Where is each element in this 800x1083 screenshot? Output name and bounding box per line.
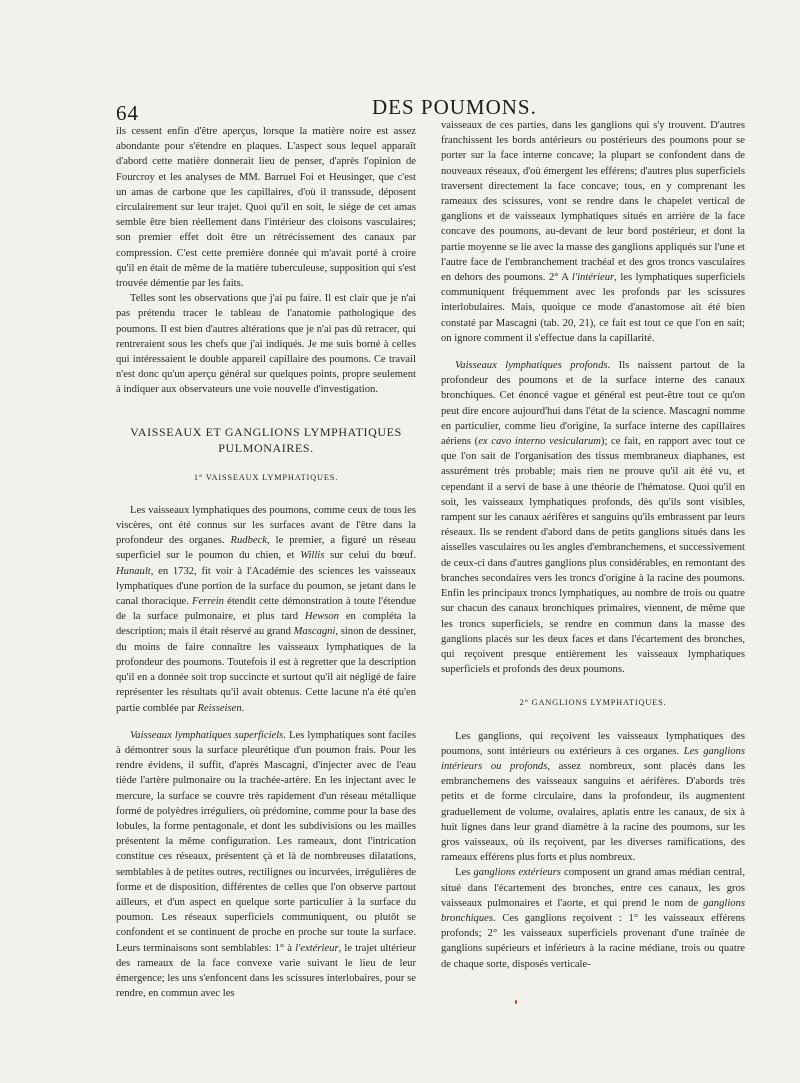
author-name: Ferrein [192,596,224,608]
left-column [116,124,416,1001]
paragraph: Les ganglions extérieurs composent un grand amas médian central, situé dans l'écartement des bronches, entre ces canaux, les gros vaisseaux pulmonaires et l'aorte, et qui prend le nom de ganglions bronchiques. Ces ganglions reçoivent : 1° les vaisseaux efférens profonds; 2° les vaisseaux superficiels provenant d'une traînée de ganglions supérieurs et inférieurs à la racine médiane, trois ou quatre de chaque sorte, disposés verticale- [441,867,745,970]
paragraph: Telles sont les observations que j'ai pu faire. Il est clair que je n'ai pas prétendu tracer le tableau de l'anatomie pathologique des poumons. Il est bien d'autres altérations que je n'ai pas dû retracer, qui rentreraient sous les chefs que j'ai indiqués. Je me suis borné à celles qui intéressaient le double appareil capillaire des poumons. Ce travail n'est donc qu'un aperçu général sur quelques points, propre seulement à indiquer aux observateurs une voie nouvelle d'investigation. [116,293,416,396]
subsection-title: 1° VAISSEAUX LYMPHATIQUES. [193,472,339,482]
section-title-line-1: VAISSEAUX ET GANGLIONS LYMPHATIQUES [130,424,402,439]
paragraph-lead: Vaisseaux lymphatiques profonds [455,360,608,372]
paragraph: Les ganglions, qui reçoivent les vaisseaux lymphatiques des poumons, sont intérieurs ou extérieurs à ces organes. Les ganglions intérieurs ou profonds, assez nombreux, sont placés dans les embranchemens des vaisseaux sanguins et aérifères. D'abords très petits et de forme circulaire, dans la profondeur, ils augmentent graduellement de volume, ovalaires, aplatis entre les canaux, de six à huit lignes dans leur grand diamètre à la racine des poumons, sur les gros vaisseaux, où ils reçoivent, par les diverses ramifications, des rameaux efférens plus forts et plus nombreux. [441,730,746,864]
author-name: Willis [300,550,325,562]
author-name: Mascagni [293,626,336,638]
paragraph: vaisseaux de ces parties, dans les ganglions qui s'y trouvent. D'autres franchissent les bords antérieurs ou postérieurs des poumons pour se porter sur la face interne concave; la plupart se confondent dans de nouveaux réseaux, d'où émergent les efférens; d'autres plus superficiels traversent directement la face concave; tous, en y comprenant les rameaux des scissures, vont se rendre dans le chapelet vertical de ganglions et de vaisseaux lymphatiques situés en arrière de la face concave des poumons, au-devant de leur bord postérieur, et dont la partie moyenne se lie avec la masse des ganglions appliqués sur l'une et l'autre face de l'embranchement trachéal et des gros troncs vasculaires en dehors des poumons. 2° A l'intérieur, les lymphatiques superficiels communiquent fréquemment avec les profonds par les scissures interlobulaires. Mais, quoique ce mode d'anastomose ait été bien constaté par Mascagni (tab. 20, 21), ce fait est tout ce que l'on en sait; on ignore comment il s'effectue dans la capillarité. [441,120,745,344]
section-title-line-2: PULMONAIRES. [218,440,314,455]
running-title: DES POUMONS. [372,95,537,119]
paragraph: Les vaisseaux lymphatiques des poumons, comme ceux de tous les viscères, ont été connus sur les surfaces avant de l'être dans la profondeur des organes. Rudbeck, le premier, a figuré un réseau superficiel sur le poumon du chien, et Willis sur celui du bœuf. Hunault, en 1732, fit voir à l'Académie des sciences les vaisseaux lymphatiques d'une portion de la surface du poumon, se jetant dans le canal thoracique. Ferrein étendit cette démonstration à toute l'étendue de la surface pulmonaire, et plus tard Hewson en compléta la description; mais il était réservé au grand Mascagni, sinon de dessiner, du moins de faire connaître les vaisseaux lymphatiques de la profondeur des poumons. Toutefois il est à regretter que la description qu'il en a donnée soit trop succincte et surtout qu'il ait négligé de faire représenter les résultats qu'il avait obtenus. Cette lacune n'a été qu'en partie comblée par Reisseisen. [116,504,417,714]
author-name: Hewson [304,611,339,623]
author-name: Hunault [116,565,151,577]
author-name: Reisseisen [197,702,242,714]
subsection-title: 2° GANGLIONS LYMPHATIQUES. [519,698,667,708]
paragraph: Vaisseaux lymphatiques superficiels. Les lymphatiques sont faciles à démontrer sous la surface pleurétique d'un poumon frais. Pour les rendre évidens, il suffit, d'après Mascagni, d'injecter avec de l'eau tiède l'artère pulmonaire ou la trachée-artère. En les injectant avec le mercure, la surface se couvre très rapidement d'un réseau métallique formé de polyèdres irréguliers, où prédomine, comme pour la base des lobules, la forme pentagonale, et dont les subdivisions ou les mailles présentent la même configuration. Les rameaux, dont l'intrication constitue ces réseaux, présentent çà et là de nombreuses dilatations, semblables à de petites outres, rectilignes ou incurvées, irrégulières de forme et de disposition, différentes de celles que l'on observe partout ailleurs, et d'un aspect en quelque sorte particulier à la surface du poumon. Les réseaux superficiels communiquent, ou plutôt se confondent et se continuent de proche en proche sur toute la surface. Leurs terminaisons sont semblables: 1° à l'extérieur, le trajet ultérieur des rameaux de la face convexe varie suivant le lieu de leur émergence; les uns s'enfoncent dans les scissures interlobaires, pour se rendre, en commun avec les [116,729,416,1000]
paragraph-lead: ganglions extérieurs [473,867,561,879]
paragraph: Vaisseaux lymphatiques profonds. Ils naissent partout de la profondeur des poumons et de la surface interne des canaux bronchiques. Cet énoncé vague et général est peut-être tout ce qu'on peut dire encore aujourd'hui dans l'état de la science. Mascagni nomme en particulier, comme lieu d'origine, la surface interne des capillaires aériens (ex cavo interno vesicularum); ce fait, en rapport avec tout ce que l'on sait de l'organisation des tissus membraneux diaphanes, est assurément très probable; mais rien ne prouve qu'il ait été vu, et cependant il a servi de base à une théorie de l'hématose. Quoi qu'il en soit, les vaisseaux lymphatiques profonds, dès qu'ils sont visibles, rampent sur les canaux aérifères et sanguins qu'ils embrassent par leurs réseaux. Ils se rendent d'abord dans de petits ganglions situés dans les aisselles vasculaires ou les angles d'embranchemens, et successivement de ceux-ci dans d'autres ganglions plus considérables, en remontant des branches secondaires vers les troncs d'origine à la racine des poumons. Enfin les principaux troncs lymphatiques, au nombre de trois ou quatre sur chacun des canaux bronchiques primaires, viennent, de même que les troncs superficiels, se rendre en commun dans la masse des ganglions placés sur les deux faces et dans l'écartement des bronches, qui reçoivent presque entièrement les vaisseaux lymphatiques superficiels et profonds des deux poumons. [441,360,745,676]
paragraph: ils cessent enfin d'être aperçus, lorsque la matière noire est assez abondante pour s'étendre en plaques. L'aspect sous lequel apparaît d'abord cette matière donnerait lieu de penser, d'après l'opinion de Fourcroy et les analyses de MM. Barruel Foi et Heusinger, que c'est un amas de carbone que les capillaires, d'où il transsude, déposent circulairement sur leur trajet. Quoi qu'il en soit, le siége de cet amas semble être bien réellement dans l'intérieur des cloisons vasculaires; son premier effet doit être un rétrécissement des canaux par compression. C'est cette première donnée qui m'avait porté à croire qu'il en était de même de la matière tuberculeuse, supposition qui s'est trouvée démentie par les faits. [116,126,416,290]
section-title [116,424,416,456]
latin-quote: ex cavo interno vesicularum [478,436,601,448]
page-number: 64 [116,101,139,125]
right-column [441,118,745,972]
ink-speck [515,1000,517,1004]
paragraph-lead: Les ganglions intérieurs ou profonds [441,745,746,772]
author-name: Rudbeck [230,535,267,547]
paragraph-lead: Vaisseaux lymphatiques superficiels [130,729,284,741]
